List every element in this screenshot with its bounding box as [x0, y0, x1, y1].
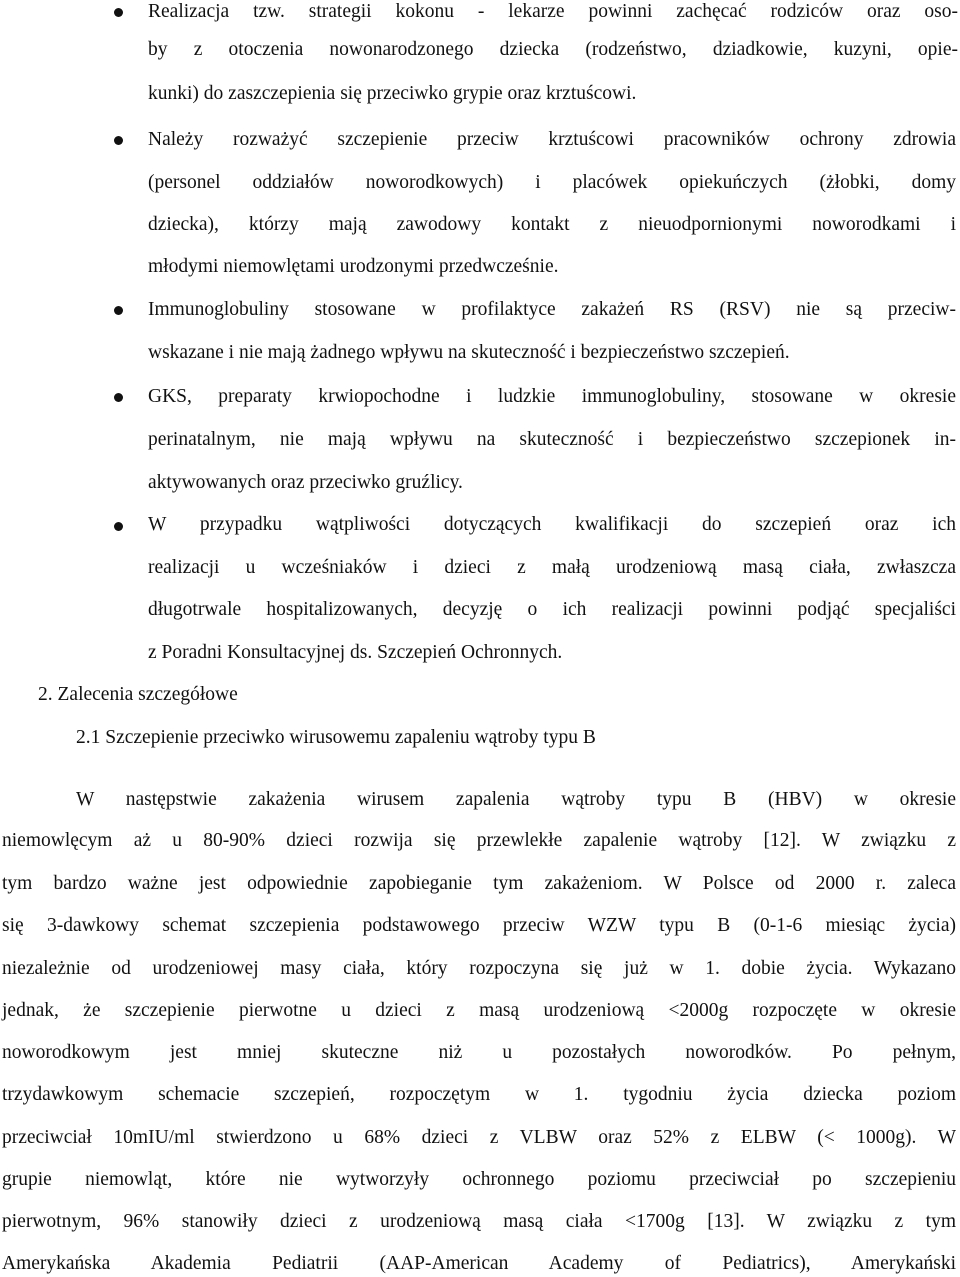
bullet-1-line-2: by z otoczenia nowonarodzonego dziecka (rodzeństwo, dziadkowie, kuzyni, opie- [148, 39, 958, 60]
bullet-4-line-1: GKS, preparaty krwiopochodne i ludzkie immunoglobuliny, stosowane w okresie [148, 386, 956, 407]
bullet-5-line-4: z Poradni Konsultacyjnej ds. Szczepień Ochronnych. [148, 642, 563, 663]
bullet-4-line-3: aktywowanych oraz przeciwko gruźlicy. [148, 472, 463, 493]
bullet-2-line-1: Należy rozważyć szczepienie przeciw krztuścowi pracowników ochrony zdrowia [148, 129, 956, 150]
paragraph-line: jednak, że szczepienie pierwotne u dzieci z masą urodzeniową <2000g rozpoczęte w okresie [2, 1000, 956, 1021]
bullet-5-line-2: realizacji u wcześniaków i dzieci z małą urodzeniową masą ciała, zwłaszcza [148, 557, 956, 578]
bullet-2-line-2: (personel oddziałów noworodkowych) i placówek opiekuńczych (żłobki, domy [148, 172, 956, 193]
bullet-5-line-3: długotrwale hospitalizowanych, decyzję o ich realizacji powinni podjąć specjaliści [148, 599, 956, 620]
paragraph-line: tym bardzo ważne jest odpowiednie zapobieganie tym zakażeniom. W Polsce od 2000 r. zaleca [2, 873, 956, 894]
bullet-5-line-1: W przypadku wątpliwości dotyczących kwalifikacji do szczepień oraz ich [148, 514, 956, 535]
bullet-1-line-3: kunki) do zaszczepienia się przeciwko grypie oraz krztuścowi. [148, 83, 637, 104]
bullet-3-line-1: Immunoglobuliny stosowane w profilaktyce zakażeń RS (RSV) nie są przeciw- [148, 299, 956, 320]
bullet-2-line-3: dziecka), którzy mają zawodowy kontakt z nieuodpornionymi noworodkami i [148, 214, 956, 235]
subsection-heading: 2.1 Szczepienie przeciwko wirusowemu zapaleniu wątroby typu B [76, 727, 596, 748]
paragraph-line: się 3-dawkowy schemat szczepienia podstawowego przeciw WZW typu B (0-1-6 miesiąc życia) [2, 915, 956, 936]
bullet-4-line-2: perinatalnym, nie mają wpływu na skuteczność i bezpieczeństwo szczepionek in- [148, 429, 956, 450]
bullet-icon [114, 306, 123, 315]
bullet-icon [114, 522, 123, 531]
paragraph-line: przeciwciał 10mIU/ml stwierdzono u 68% dzieci z VLBW oraz 52% z ELBW (< 1000g). W [2, 1127, 956, 1148]
paragraph-line: pierwotnym, 96% stanowiły dzieci z urodzeniową masą ciała <1700g [13]. W związku z tym [2, 1211, 956, 1232]
paragraph-line: Amerykańska Akademia Pediatrii (AAP-American Academy of Pediatrics), Amerykański [2, 1253, 956, 1274]
paragraph-line: noworodkowym jest mniej skuteczne niż u pozostałych noworodków. Po pełnym, [2, 1042, 956, 1063]
paragraph-line: niemowlęcym aż u 80-90% dzieci rozwija się przewlekłe zapalenie wątroby [12]. W związku z [2, 830, 956, 851]
bullet-1-line-1: Realizacja tzw. strategii kokonu - lekarze powinni zachęcać rodziców oraz oso- [148, 1, 958, 22]
paragraph-line: W następstwie zakażenia wirusem zapalenia wątroby typu B (HBV) w okresie [76, 789, 956, 810]
bullet-2-line-4: młodymi niemowlętami urodzonymi przedwcześnie. [148, 256, 559, 277]
paragraph-line: grupie niemowląt, które nie wytworzyły ochronnego poziomu przeciwciał po szczepieniu [2, 1169, 956, 1190]
bullet-icon [114, 8, 123, 17]
bullet-icon [114, 393, 123, 402]
section-heading: 2. Zalecenia szczegółowe [38, 684, 238, 705]
bullet-3-line-2: wskazane i nie mają żadnego wpływu na skuteczność i bezpieczeństwo szczepień. [148, 342, 790, 363]
bullet-icon [114, 136, 123, 145]
paragraph-line: niezależnie od urodzeniowej masy ciała, który rozpoczyna się już w 1. dobie życia. Wykazano [2, 958, 956, 979]
paragraph-line: trzydawkowym schemacie szczepień, rozpoczętym w 1. tygodniu życia dziecka poziom [2, 1084, 956, 1105]
